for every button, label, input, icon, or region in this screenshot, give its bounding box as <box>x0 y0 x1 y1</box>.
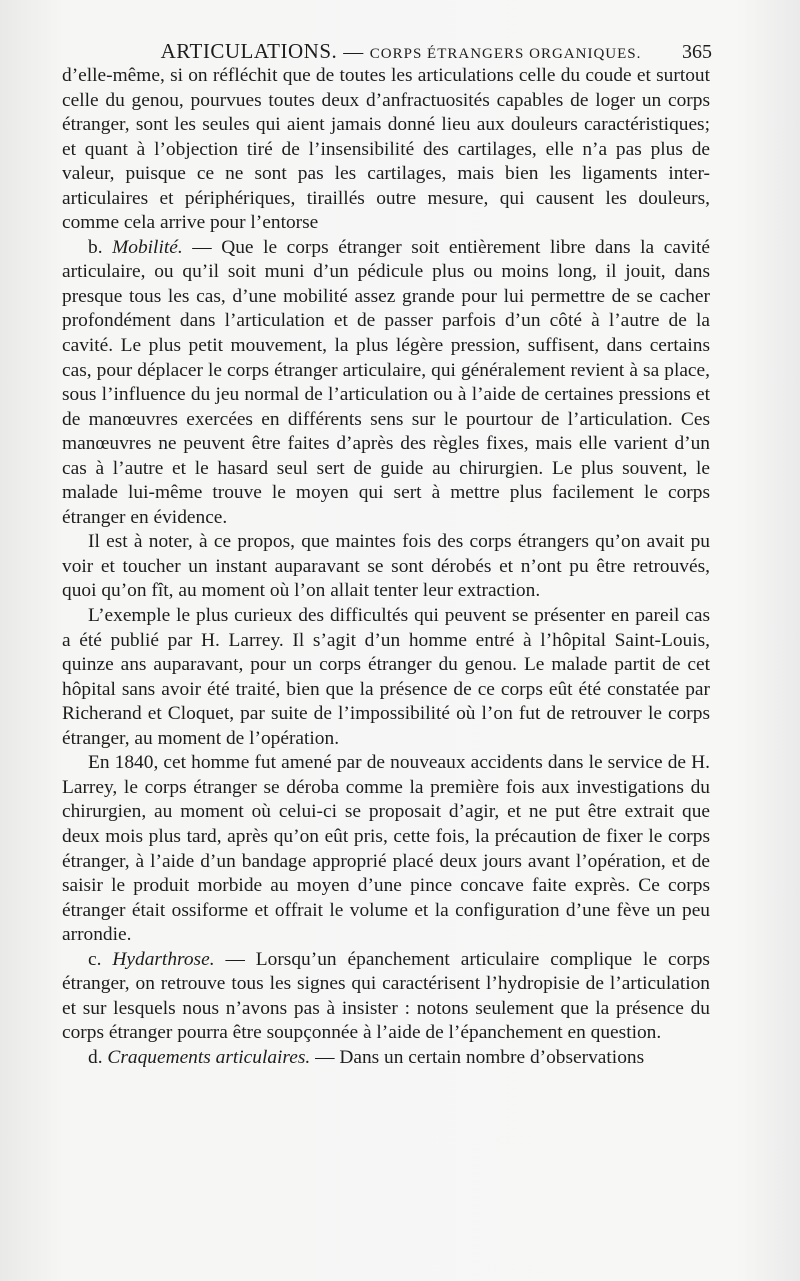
section-heading: Mobilité. <box>112 236 183 258</box>
paragraph <box>62 530 710 604</box>
running-title-main: ARTICULATIONS. <box>160 39 338 63</box>
paragraph-text: — Que le corps étranger soit entièrement libre dans la cavité articulaire, ou qu’il soit muni d’un pédicule plus ou moins long, il jouit, dans presque tous les cas, d’une mobilité assez grande pour lui permettre de se cacher profondément dans l’articulation et de passer parfois d’un côté à l’autre de la cavité. Le plus petit mouvement, la plus légère pression, suffisent, dans certains cas, pour déplacer le corps étranger articulaire, qui généralement revient à sa place, sous l’influence du jeu normal de l’articulation ou à l’aide de certaines pressions et de manœuvres exercées en différents sens sur le pourtour de l’articulation. Ces manœuvres ne peuvent être faites d’après des règles fixes, mais elle varient d’un cas à l’autre et le hasard seul sert de guide au chirurgien. Le plus souvent, le malade lui-même trouve le moyen qui sert à mettre plus facilement le corps étranger en évidence. <box>62 236 711 528</box>
paragraph-text: En 1840, cet homme fut amené par de nouveaux accidents dans le service de H. Larrey, le corps étranger se déroba comme la première fois aux investigations du chirurgien, au moment où celui-ci se proposait d’agir, et ne put être extrait que deux mois plus tard, après qu’on eût pris, cette fois, la précaution de fixer le corps étranger, à l’aide d’un bandage approprié placé deux jours avant l’opération, et de saisir le produit morbide au moyen d’une pince concave faite exprès. Ce corps étranger était ossiforme et offrait le volume et la configuration d’une fève un peu arrondie. <box>62 752 710 946</box>
running-title <box>161 39 642 64</box>
running-header <box>60 30 712 64</box>
paragraph-text: L’exemple le plus curieux des difficultés qui peuvent se présenter en pareil cas a été publié par H. Larrey. Il s’agit d’un homme entré à l’hôpital Saint-Louis, quinze ans auparavant, pour un corps étranger du genou. Le malade partit de cet hôpital sans avoir été traité, bien que la présence de ce corps eût été constatée par Richerand et Cloquet, par suite de l’impossibilité où l’on fut de retrouver le corps étranger, au moment de l’opération. <box>62 605 710 749</box>
paragraph <box>62 604 710 751</box>
running-title-sub: CORPS ÉTRANGERS ORGANIQUES. <box>369 46 642 62</box>
section-heading: Hydarthrose. <box>112 948 215 970</box>
paragraph-text: — Lorsqu’un épanchement articulaire complique le corps étranger, on retrouve tous les signes qui caractérisent l’hydropisie de l’articulation et sur lesquels nous n’avons pas à insister : notons seulement que la présence du corps étranger pourra être soupçonnée à l’aide de l’épanchement en question. <box>62 948 710 1044</box>
paragraph-mobilite <box>62 236 710 531</box>
paragraph-text: Il est à noter, à ce propos, que maintes fois des corps étrangers qu’on avait pu voir et toucher un instant auparavant se sont dérobés et n’ont pu être retrouvés, quoi qu’on fît, au moment où l’on allait tenter leur extraction. <box>62 531 710 602</box>
section-letter: d. <box>88 1046 108 1068</box>
paragraph-text: — Dans un certain nombre d’observations <box>310 1046 645 1068</box>
section-heading: Craquements articulaires. <box>107 1046 311 1068</box>
running-title-dash: — <box>343 41 364 63</box>
page-number: 365 <box>682 41 712 63</box>
paragraph <box>62 751 710 947</box>
paragraph-hydarthrose <box>62 948 710 1046</box>
paragraph-craquements <box>62 1046 710 1071</box>
paragraph-continuation <box>62 64 710 236</box>
section-letter: b. <box>88 236 113 258</box>
paragraph-text: d’elle-même, si on réfléchit que de toutes les articulations celle du coude et surtout celle du genou, pourvues toutes deux d’anfractuosités capables de loger un corps étranger, sont les seules qui aient jamais donné lieu aux douleurs caractéristiques; et quant à l’objection tiré de l’insensibilité des cartilages, elle n’a pas plus de valeur, puisque ce ne sont pas les cartilages, mais bien les ligaments inter-articulaires et périphériques, tiraillés outre mesure, qui causent les douleurs, comme cela arrive pour l’entorse <box>62 65 710 234</box>
section-letter: c. <box>88 948 113 970</box>
body-text <box>62 64 710 1070</box>
